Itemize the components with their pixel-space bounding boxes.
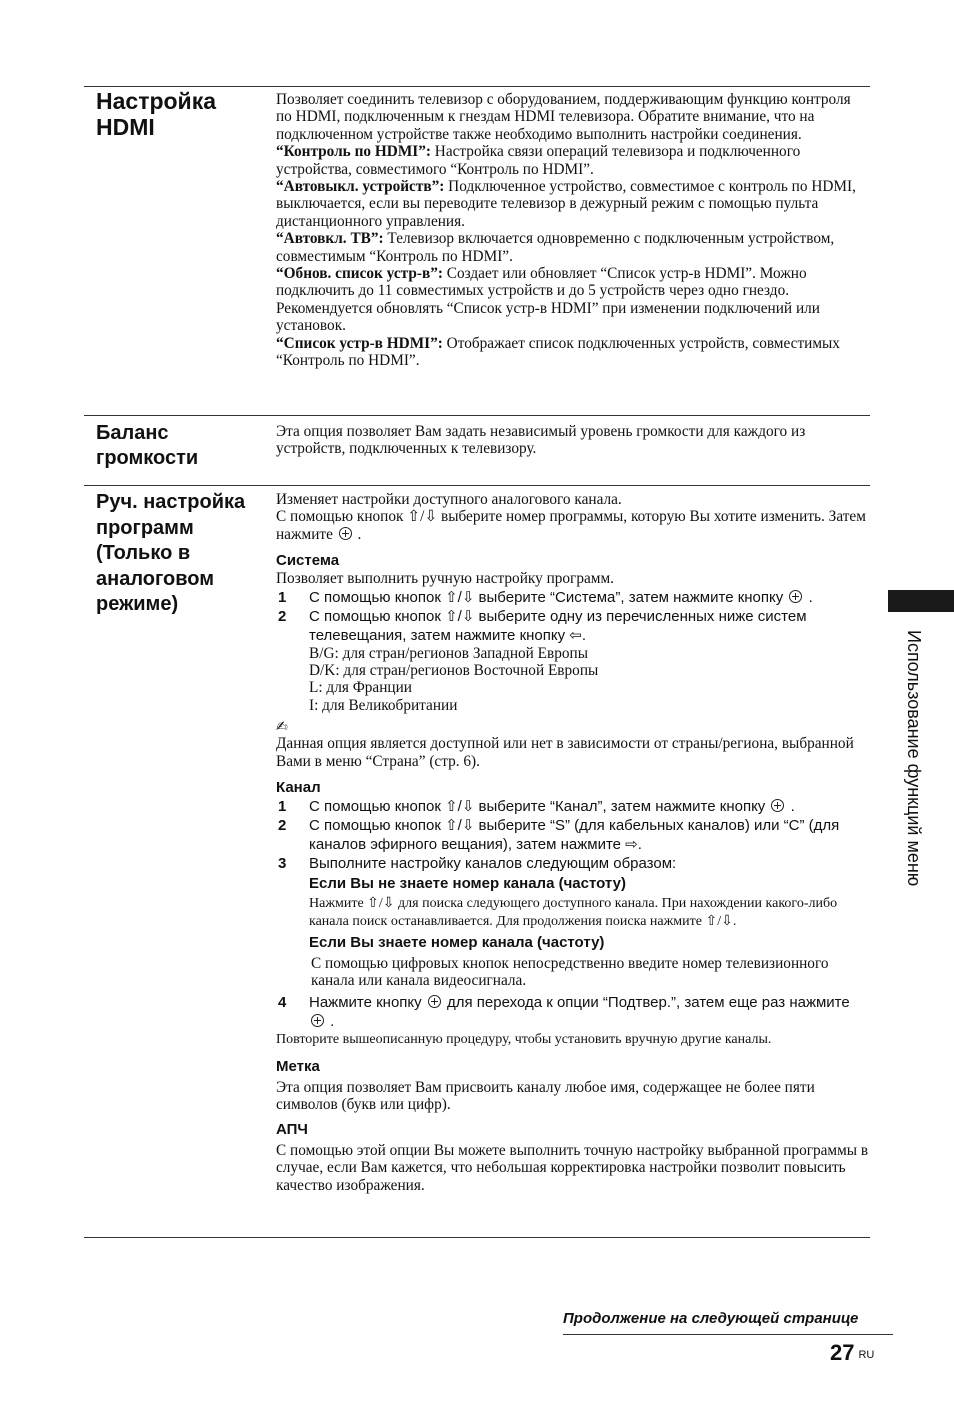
kanal-sub1-heading: Если Вы не знаете номер канала (частоту) — [309, 875, 626, 893]
hdmi-item — [276, 230, 870, 265]
section-title-line: HDMI — [96, 114, 155, 140]
step-end: . — [330, 1012, 335, 1030]
hdmi-item — [276, 143, 870, 178]
hdmi-item-label: “Обнов. список устр-в”: — [276, 265, 443, 283]
kanal-substeps — [276, 873, 870, 990]
hdmi-item-label: “Список устр-в HDMI”: — [276, 334, 443, 352]
continued-note: Продолжение на следующей странице — [563, 1310, 859, 1327]
system-list — [276, 645, 870, 715]
section-title-line: Руч. настройка — [96, 491, 246, 513]
section-title-balance — [96, 421, 198, 471]
manual-intro-2 — [276, 508, 870, 543]
hdmi-item-text: Создает или обновляет “Список устр-в HDMI”. Можно подключить до 11 совместимых устройств и до 5 устройств через одно гнездо. Рекомендуется обновлять “Список устр-в HDMI” при изменении подключений или установок. — [276, 265, 820, 335]
kanal-sub2-heading: Если Вы знаете номер канала (частоту) — [309, 934, 605, 952]
step-number: 1 — [278, 798, 287, 816]
metka-text: Эта опция позволяет Вам присвоить каналу любое имя, содержащее не более пяти символов (букв или цифр). — [276, 1078, 815, 1114]
step-number: 2 — [278, 607, 287, 625]
step-text: Нажмите кнопку — [309, 993, 422, 1011]
system-list-item: I: для Великобритании — [309, 696, 458, 714]
hdmi-item-text: Подключенное устройство, совместимое с контроль по HDMI, выключается, если вы переводите телевизор в дежурный режим с помощью пульта дистанционного управления. — [276, 178, 856, 230]
system-list-item: B/G: для стран/регионов Западной Европы — [309, 644, 588, 662]
section-title-line: аналоговом — [96, 567, 215, 590]
step-text: С помощью кнопок ⇧/⇩ выберите “Канал”, затем нажмите кнопку — [309, 798, 766, 816]
section-body-hdmi — [276, 91, 870, 370]
step-text: С помощью кнопок ⇧/⇩ выберите “Система”, затем нажмите кнопку — [309, 588, 784, 606]
section-title-line: Настройка — [96, 88, 216, 114]
section-title-line: громкости — [96, 447, 199, 469]
apch-text: С помощью этой опции Вы можете выполнить точную настройку выбранной программы в случае, если Вам кажется, что небольшая корректировка настройки позволит повысить качество изображения. — [276, 1141, 869, 1194]
sistema-heading: Система — [276, 552, 340, 570]
manual-intro-end: . — [357, 525, 362, 543]
hdmi-intro: Позволяет соединить телевизор с оборудованием, поддерживающим функцию контроля по HDMI, подключенным к гнездам HDMI телевизора. Обратите внимание, что на подключенном устройстве также необходимо выполнить настройки соединения. — [276, 91, 851, 143]
enter-button-icon — [311, 1014, 324, 1027]
sistema-step — [276, 607, 870, 645]
manual-intro: Изменяет настройки доступного аналогового канала. — [276, 491, 622, 508]
kanal-step — [276, 797, 870, 816]
metka-heading: Метка — [276, 1057, 320, 1075]
kanal-step — [276, 993, 870, 1031]
hdmi-item — [276, 178, 870, 230]
section-title-line: (Только в — [96, 542, 191, 564]
hdmi-item-label: “Автовкл. ТВ”: — [276, 230, 384, 248]
kanal-sub1-text: Нажмите ⇧/⇩ для поиска следующего доступного канала. При нахождении какого-либо канала поиск останавливается. Для продолжения поиска нажмите ⇧/⇩. — [309, 896, 838, 930]
hdmi-item-text: Отображает список подключенных устройств, совместимых “Контроль по HDMI”. — [276, 334, 840, 370]
rule-top — [84, 86, 870, 87]
hdmi-item — [276, 335, 870, 370]
hdmi-item-label: “Автовыкл. устройств”: — [276, 178, 445, 196]
rule-after-hdmi — [84, 415, 870, 416]
system-list-item: D/K: для стран/регионов Восточной Европы — [309, 662, 599, 680]
step-text: С помощью кнопок ⇧/⇩ выберите “S” (для кабельных каналов) или “C” (для каналов эфирного вещания), затем нажмите ⇨. — [309, 817, 840, 854]
section-title-hdmi — [96, 88, 216, 140]
footer-rule — [563, 1334, 893, 1335]
hdmi-item-text: Настройка связи операций телевизора и подключенного устройства, совместимого “Контроль по HDMI”. — [276, 143, 801, 178]
section-title-line: Баланс — [96, 422, 169, 444]
page-number — [830, 1340, 874, 1366]
enter-button-icon — [428, 995, 441, 1008]
enter-button-icon — [789, 590, 802, 603]
note-icon: ✍ — [276, 719, 288, 736]
side-tab-marker — [888, 590, 954, 612]
side-tab-label: Использование функций меню — [904, 630, 924, 887]
step-end: . — [808, 588, 813, 606]
apch-heading: АПЧ — [276, 1120, 308, 1138]
kanal-sub2-text: С помощью цифровых кнопок непосредственно введите номер телевизионного канала или канала видеосигнала. — [311, 955, 829, 990]
balance-text: Эта опция позволяет Вам задать независимый уровень громкости для каждого из устройств, подключенных к телевизору. — [276, 423, 806, 458]
section-title-line: программ — [96, 516, 194, 539]
page-number-value: 27 — [830, 1340, 855, 1365]
step-end: . — [790, 798, 795, 816]
section-title-line: режиме) — [96, 593, 179, 615]
step-number: 2 — [278, 817, 287, 835]
rule-bottom — [84, 1237, 870, 1238]
system-list-item: L: для Франции — [309, 679, 412, 697]
kanal-heading: Канал — [276, 779, 321, 797]
section-body-manual-tuning — [276, 491, 870, 1194]
kanal-step — [276, 816, 870, 854]
step-text: С помощью кнопок ⇧/⇩ выберите одну из перечисленных ниже систем телевещания, затем нажмите кнопку ⇦. — [309, 607, 807, 644]
manual-intro-text: С помощью кнопок ⇧/⇩ выберите номер программы, которую Вы хотите изменить. Затем нажмите — [276, 508, 866, 543]
step-number: 1 — [278, 588, 287, 606]
step-text: Выполните настройку каналов следующим образом: — [309, 855, 677, 873]
kanal-repeat: Повторите вышеописанную процедуру, чтобы установить вручную другие каналы. — [276, 1031, 772, 1047]
kanal-step — [276, 854, 870, 873]
enter-button-icon — [771, 799, 784, 812]
step-number: 4 — [278, 993, 287, 1011]
enter-button-icon — [339, 527, 352, 540]
sistema-note: Данная опция является доступной или нет в зависимости от страны/региона, выбранной Вами в меню “Страна” (стр. 6). — [276, 735, 854, 770]
hdmi-item — [276, 265, 870, 335]
step-number: 3 — [278, 855, 287, 873]
hdmi-item-text: Телевизор включается одновременно с подключенным устройством, совместимым “Контроль по HDMI”. — [276, 230, 835, 265]
sistema-text: Позволяет выполнить ручную настройку программ. — [276, 570, 614, 588]
section-title-manual-tuning — [96, 490, 245, 618]
rule-after-balance — [84, 485, 870, 486]
hdmi-item-label: “Контроль по HDMI”: — [276, 143, 431, 161]
sistema-step — [276, 588, 870, 607]
page-language-suffix: RU — [858, 1349, 875, 1361]
step-text: для перехода к опции “Подтвер.”, затем еще раз нажмите — [447, 993, 850, 1011]
section-body-balance — [276, 423, 870, 458]
